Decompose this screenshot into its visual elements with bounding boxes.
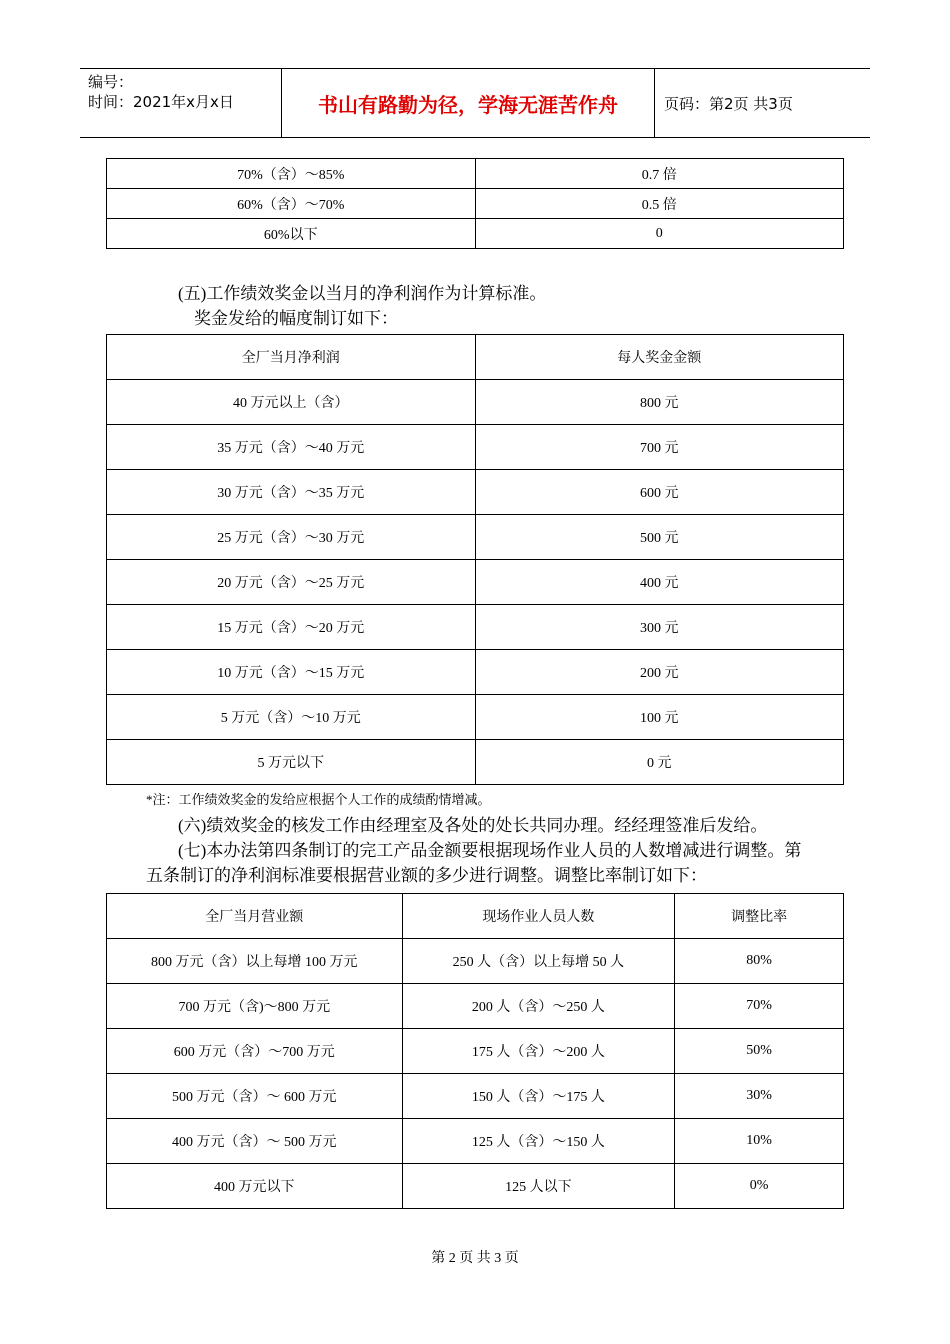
table-row (107, 159, 844, 189)
page-footer: 第 2 页 共 3 页 (431, 1251, 519, 1266)
table-cell: 20 万元（含）～25 万元 (107, 560, 476, 605)
table-row (107, 560, 844, 605)
table-cell: 700 万元（含)～800 万元 (107, 984, 403, 1029)
table-row (107, 425, 844, 470)
table-row (107, 219, 844, 249)
table-cell: 100 元 (475, 695, 844, 740)
table-row (107, 1119, 844, 1164)
table-row (107, 984, 844, 1029)
table-row (107, 650, 844, 695)
table-cell: 10% (675, 1119, 844, 1164)
table-cell: 700 元 (475, 425, 844, 470)
table-cell: 35 万元（含）～40 万元 (107, 425, 476, 470)
table-cell: 60%以下 (107, 219, 476, 249)
table-cell: 5 万元（含）～10 万元 (107, 695, 476, 740)
table-cell: 50% (675, 1029, 844, 1074)
column-header: 全厂当月营业额 (107, 894, 403, 939)
table-row (107, 189, 844, 219)
table-cell: 0.5 倍 (475, 189, 843, 219)
para5-line2: 奖金发给的幅度制订如下： (194, 309, 398, 328)
table-cell: 200 元 (475, 650, 844, 695)
bonus-table (106, 334, 844, 785)
table-row (107, 740, 844, 785)
table-cell: 0 元 (475, 740, 844, 785)
table-row (107, 605, 844, 650)
table-row (107, 939, 844, 984)
table-header-row (107, 894, 844, 939)
table-cell: 175 人（含）～200 人 (402, 1029, 675, 1074)
para6: (六)绩效奖金的核发工作由经理室及各处的处长共同办理。经经理签准后发给。 (178, 816, 768, 835)
table-cell: 10 万元（含）～15 万元 (107, 650, 476, 695)
table-row (107, 1029, 844, 1074)
table-cell: 40 万元以上（含） (107, 380, 476, 425)
table-row (107, 470, 844, 515)
table-cell: 0% (675, 1164, 844, 1209)
table-cell: 30 万元（含）～35 万元 (107, 470, 476, 515)
para7-line1: (七)本办法第四条制订的完工产品金额要根据现场作业人员的人数增减进行调整。第 (178, 841, 802, 860)
page-info: 页码：第2页 共3页 (664, 94, 793, 113)
para7-line2: 五条制订的净利润标准要根据营业额的多少进行调整。调整比率制订如下： (146, 866, 707, 885)
table-row (107, 695, 844, 740)
table-cell: 15 万元（含）～20 万元 (107, 605, 476, 650)
table-cell: 500 万元（含）～ 600 万元 (107, 1074, 403, 1119)
adjustment-table (106, 893, 844, 1209)
table-cell: 125 人以下 (402, 1164, 675, 1209)
table-cell: 800 元 (475, 380, 844, 425)
table-cell: 125 人（含）～150 人 (402, 1119, 675, 1164)
table-cell: 400 万元（含）～ 500 万元 (107, 1119, 403, 1164)
table-cell: 600 万元（含）～700 万元 (107, 1029, 403, 1074)
header-page-info-cell (654, 69, 870, 137)
date-label: 时间：2021年x月x日 (88, 93, 234, 111)
table-cell: 0 (475, 219, 843, 249)
header-meta (80, 69, 282, 137)
page-header (80, 68, 870, 138)
ratio-table (106, 158, 844, 249)
table-cell: 70% (675, 984, 844, 1029)
table-row (107, 515, 844, 560)
table-cell: 70%（含）～85% (107, 159, 476, 189)
table-cell: 30% (675, 1074, 844, 1119)
header-motto-cell (282, 69, 655, 137)
table-cell: 400 元 (475, 560, 844, 605)
table-cell: 25 万元（含）～30 万元 (107, 515, 476, 560)
table-note: *注：工作绩效奖金的发给应根据个人工作的成绩酌情增减。 (146, 792, 491, 807)
table-cell: 500 元 (475, 515, 844, 560)
column-header: 每人奖金金额 (475, 335, 844, 380)
table-cell: 80% (675, 939, 844, 984)
para5-line1: (五)工作绩效奖金以当月的净利润作为计算标准。 (178, 284, 547, 303)
table-cell: 600 元 (475, 470, 844, 515)
table-cell: 0.7 倍 (475, 159, 843, 189)
motto: 书山有路勤为径，学海无涯苦作舟 (318, 92, 618, 117)
table-cell: 400 万元以下 (107, 1164, 403, 1209)
table-row (107, 380, 844, 425)
table-row (107, 1164, 844, 1209)
table-header-row (107, 335, 844, 380)
number-label: 编号： (88, 73, 134, 91)
table-cell: 60%（含）～70% (107, 189, 476, 219)
column-header: 调整比率 (675, 894, 844, 939)
table-cell: 150 人（含）～175 人 (402, 1074, 675, 1119)
column-header: 现场作业人员人数 (402, 894, 675, 939)
table-cell: 200 人（含）～250 人 (402, 984, 675, 1029)
table-cell: 5 万元以下 (107, 740, 476, 785)
column-header: 全厂当月净利润 (107, 335, 476, 380)
table-cell: 300 元 (475, 605, 844, 650)
table-cell: 800 万元（含）以上每增 100 万元 (107, 939, 403, 984)
table-cell: 250 人（含）以上每增 50 人 (402, 939, 675, 984)
table-row (107, 1074, 844, 1119)
